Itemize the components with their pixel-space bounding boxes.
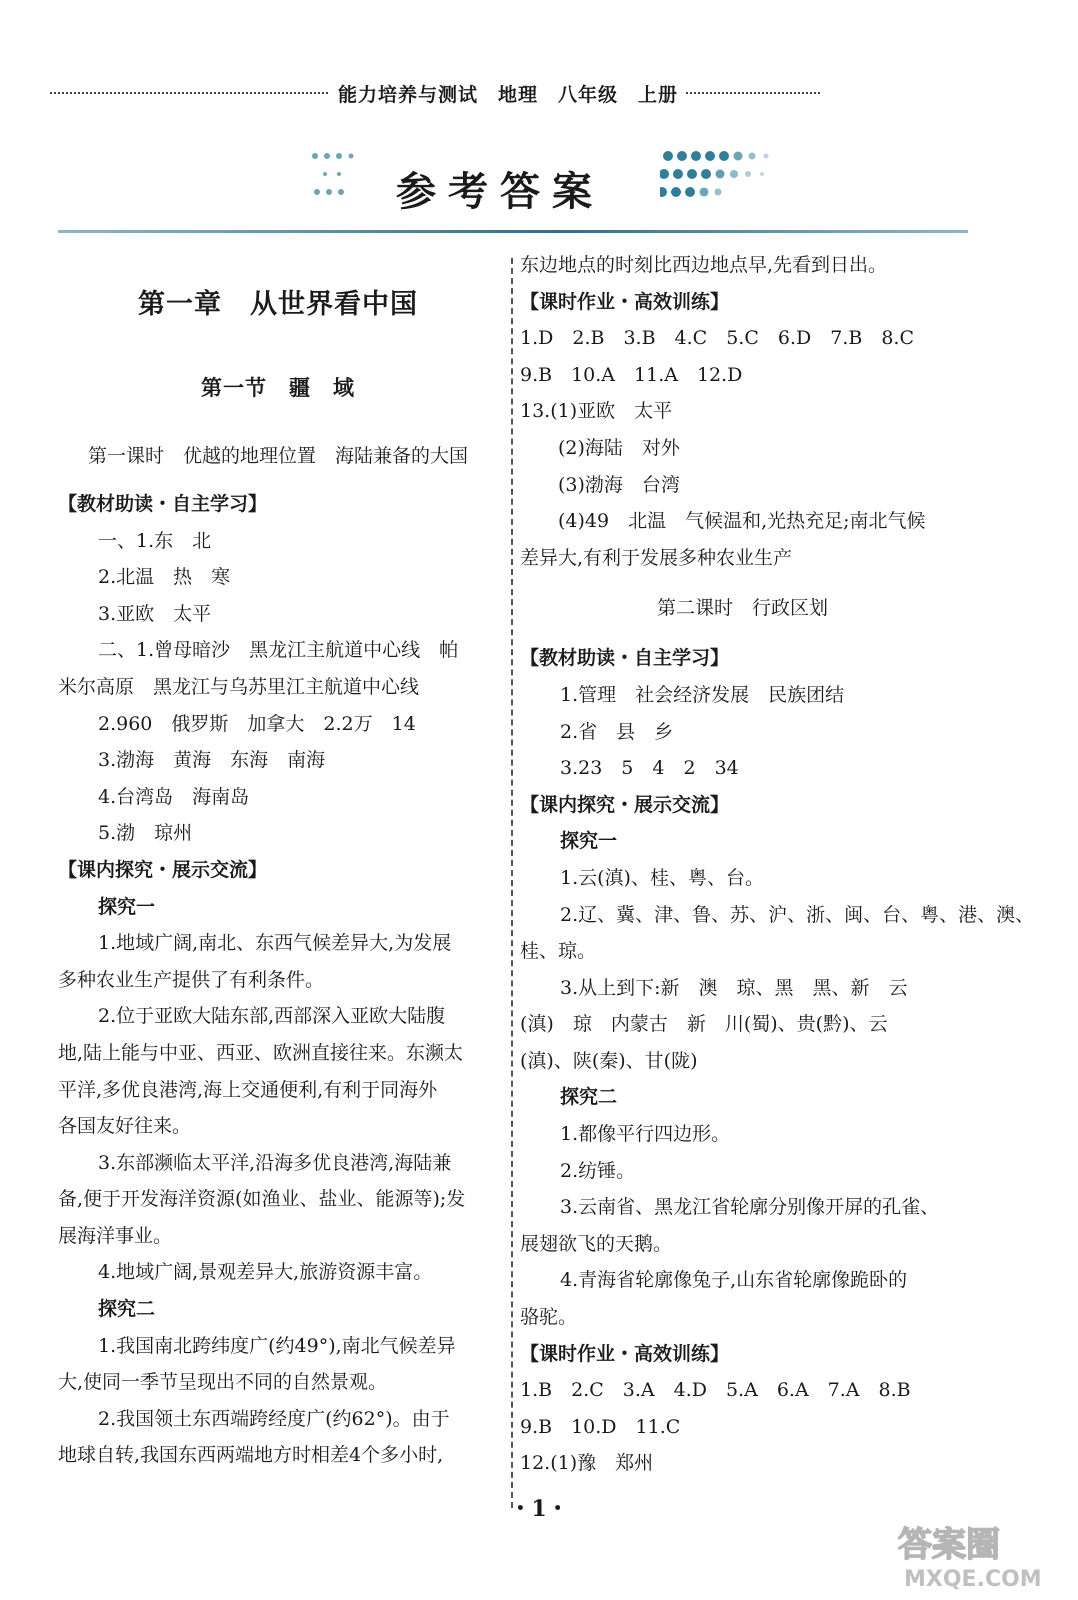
lesson-heading: 第一课时 优越的地理位置 海陆兼备的大国 xyxy=(87,445,468,467)
section-label: 【课内探究・展示交流】 xyxy=(58,858,268,881)
answer-line: (4)49 北温 气候温和,光热充足;南北气候 xyxy=(558,510,926,533)
answer-line: 东边地点的时刻比西边地点早,先看到日出。 xyxy=(520,254,888,276)
answer-line: 4.地域广阔,景观差异大,旅游资源丰富。 xyxy=(98,1261,433,1284)
section-label: 【课内探究・展示交流】 xyxy=(520,793,730,816)
page-title: 参考答案 xyxy=(396,168,604,215)
answer-line: 1.云(滇)、桂、粤、台。 xyxy=(560,866,764,889)
running-title: 能力培养与测试 地理 八年级 上册 xyxy=(330,80,686,107)
answer-line: 3.云南省、黑龙江省轮廓分别像开屏的孔雀、 xyxy=(560,1196,940,1219)
answer-line: 地,陆上能与中亚、西亚、欧洲直接往来。东濒太 xyxy=(58,1041,464,1064)
lesson-heading: 第二课时 行政区划 xyxy=(656,597,828,620)
answer-line: 2.省 县 乡 xyxy=(560,720,674,743)
answer-line: 9.B 10.A 11.A 12.D xyxy=(520,363,743,386)
answer-line: 2.位于亚欧大陆东部,西部深入亚欧大陆腹 xyxy=(98,1005,446,1028)
watermark-url: MXQE.COM xyxy=(904,1567,1042,1592)
answer-line: 3.渤海 黄海 东海 南海 xyxy=(98,749,326,772)
answer-line: 平洋,多优良港湾,海上交通便利,有利于同海外 xyxy=(58,1078,438,1101)
answer-line: 1.我国南北跨纬度广(约49°),南北气候差异 xyxy=(98,1334,456,1357)
answer-line: 2.北温 热 寒 xyxy=(98,566,231,589)
answer-line: (3)渤海 台湾 xyxy=(558,473,680,496)
decorative-dots-right xyxy=(660,150,810,205)
answer-line: 2.我国领土东西端跨经度广(约62°)。由于 xyxy=(98,1407,450,1430)
left-answer-list xyxy=(58,486,498,1474)
answer-line: 1.B 2.C 3.A 4.D 5.A 6.A 7.A 8.B xyxy=(520,1379,911,1402)
inquiry-heading: 探究二 xyxy=(98,1298,156,1321)
right-column xyxy=(520,247,1035,1482)
inquiry-heading: 探究一 xyxy=(560,830,618,853)
page-number: ・1・ xyxy=(509,1496,569,1522)
column-divider xyxy=(511,258,513,1508)
answer-line: 3.从上到下:新 澳 琼、黑 黑、新 云 xyxy=(560,976,908,999)
answer-line: 大,使同一季节呈现出不同的自然景观。 xyxy=(58,1371,388,1394)
answer-line: 12.(1)豫 郑州 xyxy=(520,1452,654,1475)
inquiry-heading: 探究一 xyxy=(98,895,156,918)
section-heading: 第一节 疆 域 xyxy=(201,375,355,400)
chapter-heading: 第一章 从世界看中国 xyxy=(138,289,418,320)
answer-line: 二、1.曾母暗沙 黑龙江主航道中心线 帕 xyxy=(98,639,459,662)
answer-line: 2.960 俄罗斯 加拿大 2.2万 14 xyxy=(98,712,416,735)
section-label: 【教材助读・自主学习】 xyxy=(520,647,730,670)
section-label: 【课时作业・高效训练】 xyxy=(520,290,730,313)
answer-line: 2.纺锤。 xyxy=(560,1159,636,1182)
answer-line: 1.地域广阔,南北、东西气候差异大,为发展 xyxy=(98,932,452,955)
answer-line: 9.B 10.D 11.C xyxy=(520,1415,681,1438)
answer-line: 骆驼。 xyxy=(520,1306,578,1329)
title-underline xyxy=(58,230,968,233)
answer-line: 地球自转,我国东西两端地方时相差4个多小时, xyxy=(58,1444,444,1467)
answer-line: 米尔高原 黑龙江与乌苏里江主航道中心线 xyxy=(58,675,420,698)
answer-line: 4.台湾岛 海南岛 xyxy=(98,785,250,808)
answer-line: 1.D 2.B 3.B 4.C 5.C 6.D 7.B 8.C xyxy=(520,327,914,350)
answer-line: 展翅欲飞的天鹅。 xyxy=(520,1232,673,1255)
answer-line: 1.管理 社会经济发展 民族团结 xyxy=(560,683,845,706)
section-label: 【课时作业・高效训练】 xyxy=(520,1342,730,1365)
answer-line: 多种农业生产提供了有利条件。 xyxy=(58,968,325,991)
watermark-logo xyxy=(890,1520,1060,1595)
answer-line: 1.都像平行四边形。 xyxy=(560,1123,731,1146)
watermark-logo-text: 答案圈 xyxy=(898,1525,1000,1565)
answer-line: 一、1.东 北 xyxy=(98,529,212,552)
answer-line: 桂、琼。 xyxy=(520,940,597,963)
running-header xyxy=(50,84,820,106)
answer-line: 13.(1)亚欧 太平 xyxy=(520,400,673,423)
left-column xyxy=(58,278,498,1474)
answer-line: 备,便于开发海洋资源(如渔业、盐业、能源等);发 xyxy=(58,1188,466,1211)
answer-line: 3.东部濒临太平洋,沿海多优良港湾,海陆兼 xyxy=(98,1151,452,1174)
answer-line: 3.23 5 4 2 34 xyxy=(560,757,739,780)
answer-line: 差异大,有利于发展多种农业生产 xyxy=(520,546,793,569)
answer-line: 4.青海省轮廓像兔子,山东省轮廓像跪卧的 xyxy=(560,1269,908,1292)
section-label: 【教材助读・自主学习】 xyxy=(58,493,268,515)
answer-line: 各国友好往来。 xyxy=(58,1115,192,1138)
answer-line: (滇) 琼 内蒙古 新 川(蜀)、贵(黔)、云 xyxy=(520,1013,888,1036)
inquiry-heading: 探究二 xyxy=(560,1086,618,1109)
answer-line: (滇)、陕(秦)、甘(陇) xyxy=(520,1049,698,1072)
answer-line: 3.亚欧 太平 xyxy=(98,602,212,625)
answer-line: (2)海陆 对外 xyxy=(558,436,680,459)
right-answer-list xyxy=(520,247,1035,1482)
answer-line: 5.渤 琼州 xyxy=(98,822,193,845)
answer-line: 展海洋事业。 xyxy=(58,1224,173,1247)
answer-line: 2.辽、冀、津、鲁、苏、沪、浙、闽、台、粤、港、澳、 xyxy=(560,903,1035,926)
